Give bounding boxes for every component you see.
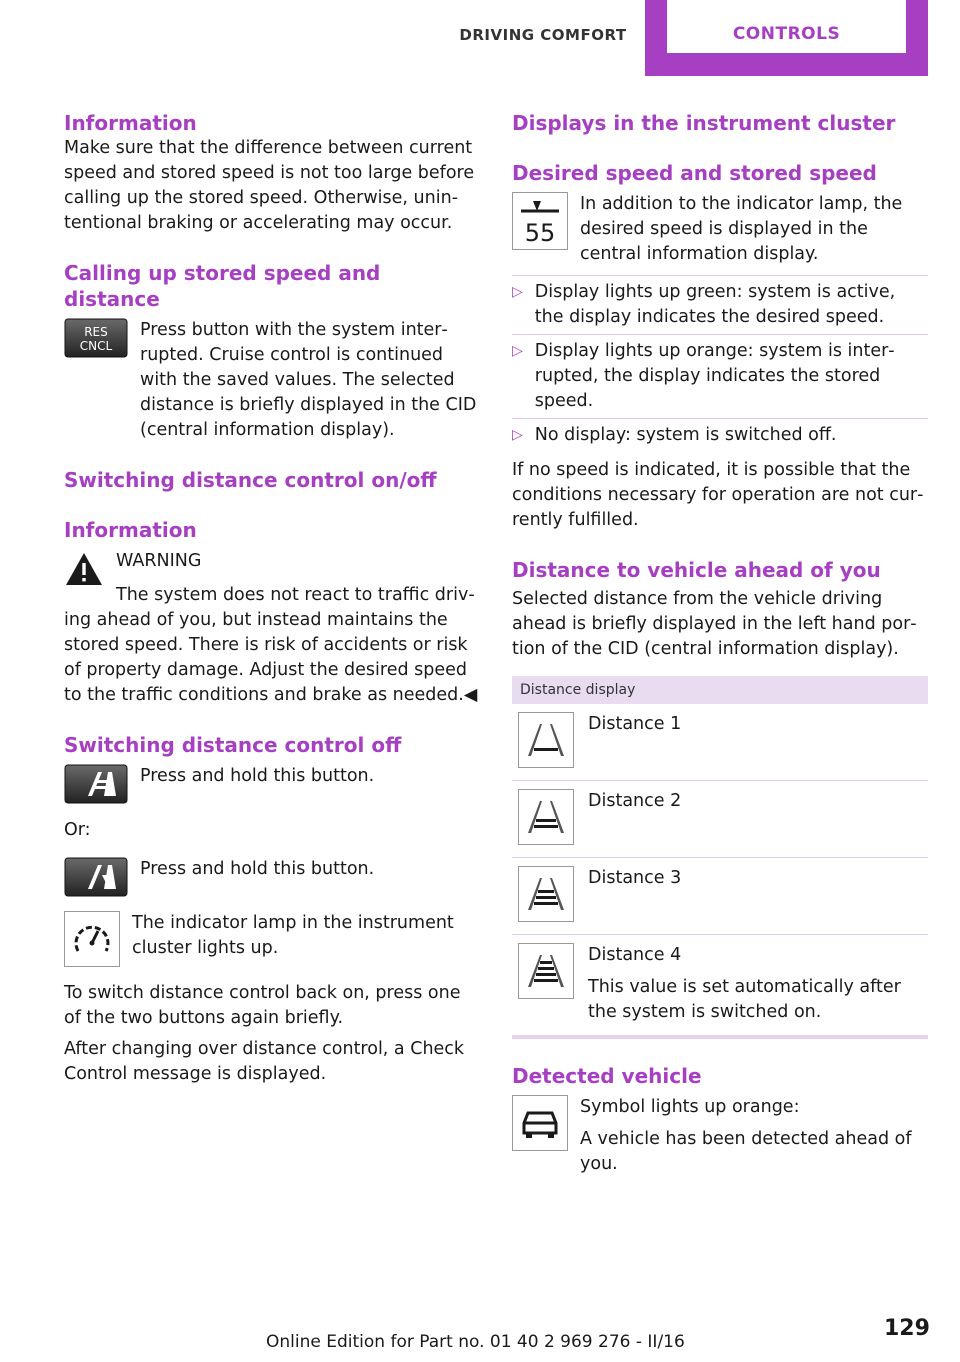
bullet-text: No display: system is switched off. — [534, 425, 837, 445]
table-row — [512, 858, 928, 935]
bullet-text: Display lights up orange: system is interrupted, the display indicates the stored speed. — [534, 341, 895, 411]
distance-bars-icon — [518, 789, 574, 845]
paragraph-information-1: Make sure that the difference between current speed and stored speed is not too large before calling up the stored speed. Otherwise, unintentional braking or accelerating may occur. — [64, 138, 475, 233]
bullet-text: Display lights up green: system is active, the display indicates the desired speed. — [534, 282, 896, 327]
distance-button-icon — [64, 764, 128, 804]
paragraph-calling-up: Press button with the system interrupted. Cruise control is continued with the saved values. The selected distance is briefly displayed in the CID (central information display). — [140, 320, 477, 440]
heading-distance: Distance to vehicle ahead of you — [512, 558, 881, 582]
paragraph-switch-on: To switch distance control back on, press one of the two buttons again briefly. — [64, 983, 461, 1028]
footer-edition: Online Edition for Part no. 01 40 2 969 276 - II/16 — [266, 1332, 685, 1352]
row-label: Distance 3 — [588, 868, 682, 888]
paragraph-press-2: Press and hold this button. — [140, 859, 375, 879]
bullet-item: ▷ Display lights up green: system is active, the display indicates the desired speed. — [512, 276, 928, 335]
press-row-2 — [64, 857, 482, 897]
paragraph-desired: In addition to the indicator lamp, the desired speed is displayed in the central information display. — [580, 194, 903, 264]
heading-calling-up: Calling up stored speed and distance — [64, 261, 381, 311]
paragraph-detected-2: A vehicle has been detected ahead of you. — [580, 1129, 912, 1174]
indicator-row — [64, 911, 482, 967]
table-row — [512, 704, 928, 781]
res-cncl-button-icon — [64, 318, 128, 358]
cncl-label: CNCL — [79, 339, 113, 353]
speed-icon-value: 55 — [524, 219, 556, 247]
desired-speed-row — [512, 192, 928, 267]
res-label: RES — [84, 325, 108, 339]
header-tab — [645, 0, 928, 76]
detected-row — [512, 1095, 928, 1177]
distance-button-alt-icon — [64, 857, 128, 897]
paragraph-indicator: The indicator lamp in the instrument cluster lights up. — [132, 913, 454, 958]
page-number: 129 — [884, 1316, 930, 1341]
paragraph-or: Or: — [64, 820, 91, 840]
bullet-item: ▷ No display: system is switched off. — [512, 419, 928, 452]
speed-display-icon — [512, 192, 568, 250]
left-column — [64, 110, 482, 1087]
row-note: This value is set automatically after the system is switched on. — [588, 977, 901, 1022]
row-label: Distance 4 — [588, 945, 682, 965]
calling-up-row — [64, 318, 482, 443]
table-row — [512, 935, 928, 1035]
distance-bars-icon — [518, 712, 574, 768]
paragraph-press-1: Press and hold this button. — [140, 766, 375, 786]
paragraph-after: After changing over distance control, a Check Control message is displayed. — [64, 1039, 465, 1084]
paragraph-detected-1: Symbol lights up orange: — [580, 1097, 800, 1117]
heading-detected: Detected vehicle — [512, 1064, 702, 1088]
paragraph-distance: Selected distance from the vehicle driving ahead is briefly displayed in the left hand portion of the CID (central information display). — [512, 589, 917, 659]
warning-text: The system does not react to traffic driving ahead of you, but instead maintains the stored speed. There is risk of accidents or risk of property damage. Adjust the desired speed to the traffic conditions and brake as needed.◀ — [64, 585, 478, 705]
heading-switching-off: Switching distance control off — [64, 733, 402, 757]
header-section-title: DRIVING COMFORT — [459, 26, 627, 44]
row-label: Distance 1 — [588, 714, 682, 734]
warning-triangle-icon — [64, 549, 104, 589]
paragraph-no-speed: If no speed is indicated, it is possible that the conditions necessary for operation are not currently fulfilled. — [512, 460, 924, 530]
heading-information-1: Information — [64, 111, 197, 135]
right-column — [512, 110, 928, 1177]
table-row — [512, 781, 928, 858]
bullet-item: ▷ Display lights up orange: system is interrupted, the display indicates the stored speed. — [512, 335, 928, 419]
header-tab-label: CONTROLS — [667, 0, 906, 53]
heading-displays: Displays in the instrument cluster — [512, 111, 896, 135]
indicator-lamp-icon — [64, 911, 120, 967]
detected-vehicle-icon — [512, 1095, 568, 1151]
table-header: Distance display — [512, 676, 928, 704]
row-label: Distance 2 — [588, 791, 682, 811]
distance-bars-icon — [518, 943, 574, 999]
heading-desired-speed: Desired speed and stored speed — [512, 161, 877, 185]
warning-title: WARNING — [116, 551, 202, 571]
press-row-1 — [64, 764, 482, 804]
heading-switching: Switching distance control on/off — [64, 468, 437, 492]
heading-information-2: Information — [64, 518, 197, 542]
distance-table — [512, 676, 928, 1039]
distance-bars-icon — [518, 866, 574, 922]
